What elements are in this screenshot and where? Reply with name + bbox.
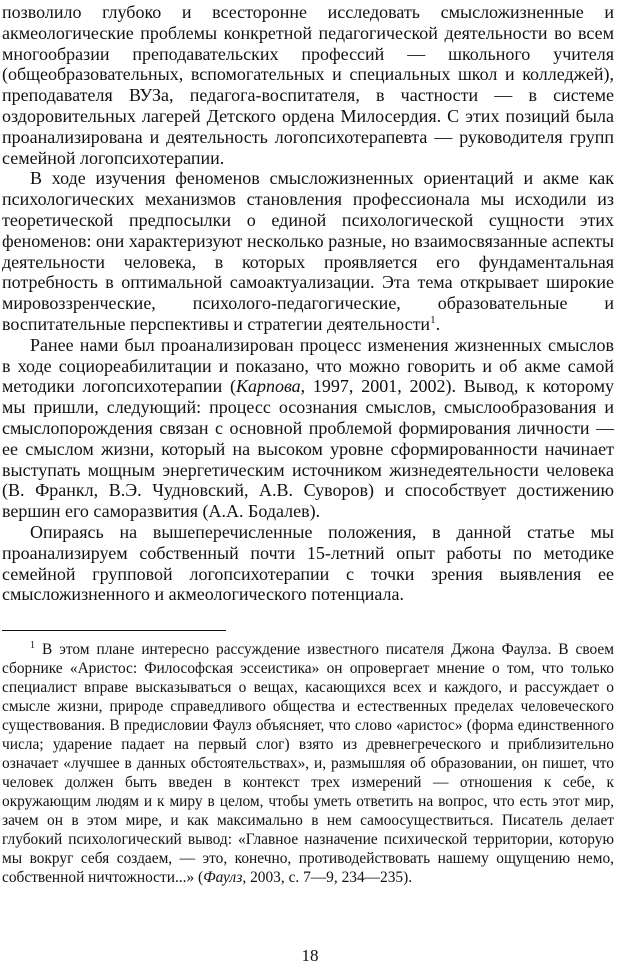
citation-karpova: Карпова xyxy=(235,376,301,397)
paragraph-2 xyxy=(2,168,614,334)
paragraph-3-text-start: Ранее нами был проанализирован процесс изменения жизненных смыслов в ходе социореабилитации и показано, что можно говорить и об акме самой методики логопсихотерапии ( xyxy=(2,334,614,397)
citation-fowles: Фаулз xyxy=(203,869,243,886)
footnote xyxy=(2,640,614,887)
page-number: 18 xyxy=(301,946,319,965)
main-text xyxy=(2,2,614,605)
footnote-number: 1 xyxy=(30,639,35,651)
footnote-paragraph xyxy=(2,640,614,887)
paragraph-1: позволило глубоко и всесторонне исследовать смысложизненные и акмеологические проблемы конкретной педагогической деятельности во всем многообразии преподавательских профессий — школьного учителя (общеобразовательных, вспомогательных и специальных школ и колледжей), преподавателя ВУЗа, педагога-воспитателя, в частности — в системе оздоровительных лагерей Детского ордена Милосердия. С этих позиций была проанализирована и деятельность логопсихотерапевта — руководителя групп семейной логопсихотерапии. xyxy=(2,2,614,168)
paragraph-3 xyxy=(2,335,614,522)
paragraph-2-end: . xyxy=(435,313,441,334)
paragraph-3-text-end: , 1997, 2001, 2002). Вывод, к которому мы пришли, следующий: процесс осознания смыслов, смыслообразования и смыслопорождения связан с основной проблемой формирования личности — ее смыслом жизни, который на высоком уровне сформированности начинает выступать мощным энергетическим источником жизнедеятельности человека (В. Франкл, В.Э. Чудновский, А.В. Суворов) и способствует достижению вершин его саморазвития (А.А. Бодалев). xyxy=(2,376,614,522)
footnote-divider xyxy=(2,630,226,631)
paragraph-2-text: В ходе изучения феноменов смысложизненных ориентаций и акме как психологических механизмов становления профессионала мы исходили из теоретической предпосылки о единой психологической сущности этих феноменов: они характеризуют несколько разные, но взаимосвязанные аспекты деятельности человека, в которых проявляется его фундаментальная потребность в оптимальной самоактуализации. Эта тема открывает широкие мировоззренческие, психолого-педагогические, образовательные и воспитательные перспективы и стратегии деятельности xyxy=(2,168,614,334)
footnote-text: В этом плане интересно рассуждение известного писателя Джона Фаулза. В своем сборнике «Аристос: Философская эссеистика» он опровергает мнение о том, что только специалист вправе высказываться о вещах, касающихся всех и каждого, и рассуждает о смысле жизни, природе справедливого общества и естественных пределах человеческого существования. В предисловии Фаулз объясняет, что слово «аристос» (форма единственного числа; ударение падает на первый слог) взято из древнегреческого и приблизительно означает «лучшее в данных обстоятельствах», и, размышляя об образовании, он пишет, что человек должен быть введен в контекст трех измерений — отношения к себе, к окружающим людям и к миру в целом, чтобы уметь ответить на вопрос, что есть этот мир, зачем он в этом мире, и как максимально в нем самоосуществиться. Писатель делает глубокий психологический вывод: «Главное назначение психической территории, которую мы вокруг себя создаем, — это, конечно, противодействовать нашему ощущению немо, собственной ничтожности...» ( xyxy=(2,641,614,886)
footnote-citation-pages: , 2003, с. 7—9, 234—235). xyxy=(242,869,413,886)
paragraph-4: Опираясь на вышеперечисленные положения, в данной статье мы проанализируем собственный почти 15-летний опыт работы по методике семейной групповой логопсихотерапии с точки зрения выявления ее смысложизненного и акмеологического потенциала. xyxy=(2,521,614,605)
footnote-reference[interactable]: 1 xyxy=(430,313,436,326)
